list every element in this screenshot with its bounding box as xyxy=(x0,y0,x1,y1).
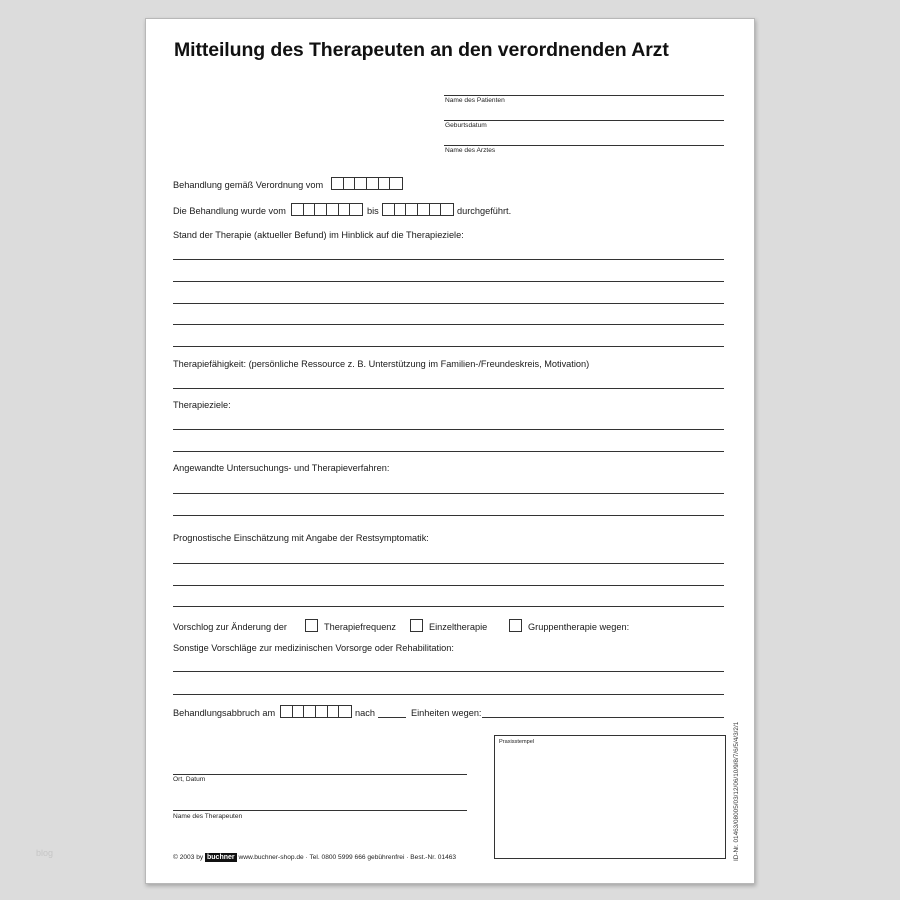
abort-date-boxes[interactable] xyxy=(280,705,352,718)
form-sheet xyxy=(145,18,755,884)
birthdate-label: Geburtsdatum xyxy=(445,122,487,129)
abort-units-field[interactable] xyxy=(378,717,406,718)
group-therapy-label: Gruppentherapie wegen: xyxy=(528,622,630,632)
group-therapy-checkbox[interactable] xyxy=(509,619,522,632)
therapy-frequency-checkbox[interactable] xyxy=(305,619,318,632)
therapy-ability-line[interactable] xyxy=(173,388,724,389)
abort-units-label: Einheiten wegen: xyxy=(411,708,482,718)
change-proposal-label: Vorschlog zur Änderung der xyxy=(173,622,287,632)
doctor-name-line[interactable] xyxy=(444,145,724,146)
therapy-goals-line[interactable] xyxy=(173,429,724,430)
other-proposals-line[interactable] xyxy=(173,671,724,672)
therapy-goals-label: Therapieziele: xyxy=(173,400,231,410)
abort-after-label: nach xyxy=(355,708,375,718)
form-title: Mitteilung des Therapeuten an den verordnenden Arzt xyxy=(174,39,669,61)
patient-name-label: Name des Patienten xyxy=(445,97,505,104)
footer-details: www.buchner-shop.de · Tel. 0800 5999 666 gebührenfrei · Best.-Nr. 01463 xyxy=(238,854,457,861)
prognosis-label: Prognostische Einschätzung mit Angabe der Restsymptomatik: xyxy=(173,533,429,543)
footer xyxy=(173,853,456,862)
prescription-date-label: Behandlung gemäß Verordnung vom xyxy=(173,180,324,190)
other-proposals-line[interactable] xyxy=(173,694,724,695)
therapy-status-line[interactable] xyxy=(173,281,724,282)
therapy-status-line[interactable] xyxy=(173,303,724,304)
treatment-from-boxes[interactable] xyxy=(291,203,363,216)
methods-line[interactable] xyxy=(173,493,724,494)
therapy-status-label: Stand der Therapie (aktueller Befund) im Hinblick auf die Therapieziele: xyxy=(173,230,464,240)
methods-label: Angewandte Untersuchungs- und Therapieverfahren: xyxy=(173,463,390,473)
prognosis-line[interactable] xyxy=(173,606,724,607)
therapist-name-label: Name des Therapeuten xyxy=(173,813,243,820)
place-date-label: Ort, Datum xyxy=(173,776,206,783)
abort-label: Behandlungsabbruch am xyxy=(173,708,276,718)
abort-reason-line[interactable] xyxy=(482,717,724,718)
prognosis-line[interactable] xyxy=(173,585,724,586)
single-therapy-checkbox[interactable] xyxy=(410,619,423,632)
therapy-status-line[interactable] xyxy=(173,324,724,325)
treatment-from-label: Die Behandlung wurde vom xyxy=(173,206,286,216)
therapy-ability-label: Therapiefähigkeit: (persönliche Ressource z. B. Unterstützung im Familien-/Freundeskreis, Motivation) xyxy=(173,359,590,369)
therapy-goals-line[interactable] xyxy=(173,451,724,452)
buchner-logo: buchner xyxy=(207,854,235,861)
practice-stamp-box[interactable] xyxy=(494,735,726,859)
other-proposals-label: Sonstige Vorschläge zur medizinischen Vorsorge oder Rehabilitation: xyxy=(173,643,454,653)
side-code: ID-Nr. 01463/08005/03/12/06/10/9/8/7/6/5/4/3/2/1 xyxy=(733,721,740,861)
doctor-name-label: Name des Arztes xyxy=(445,147,496,154)
prognosis-line[interactable] xyxy=(173,563,724,564)
place-date-line[interactable] xyxy=(173,774,467,775)
patient-name-line[interactable] xyxy=(444,95,724,96)
treatment-done-label: durchgeführt. xyxy=(457,206,512,216)
treatment-to-boxes[interactable] xyxy=(382,203,454,216)
single-therapy-label: Einzeltherapie xyxy=(429,622,488,632)
therapist-name-line[interactable] xyxy=(173,810,467,811)
prescription-date-boxes[interactable] xyxy=(331,177,403,190)
treatment-to-label: bis xyxy=(367,206,379,216)
therapy-frequency-label: Therapiefrequenz xyxy=(324,622,397,632)
methods-line[interactable] xyxy=(173,515,724,516)
practice-stamp-label: Praxisstempel xyxy=(499,739,535,745)
watermark: blog xyxy=(36,848,54,858)
footer-copyright: © 2003 by xyxy=(173,854,204,861)
therapy-status-line[interactable] xyxy=(173,346,724,347)
therapy-status-line[interactable] xyxy=(173,259,724,260)
birthdate-line[interactable] xyxy=(444,120,724,121)
